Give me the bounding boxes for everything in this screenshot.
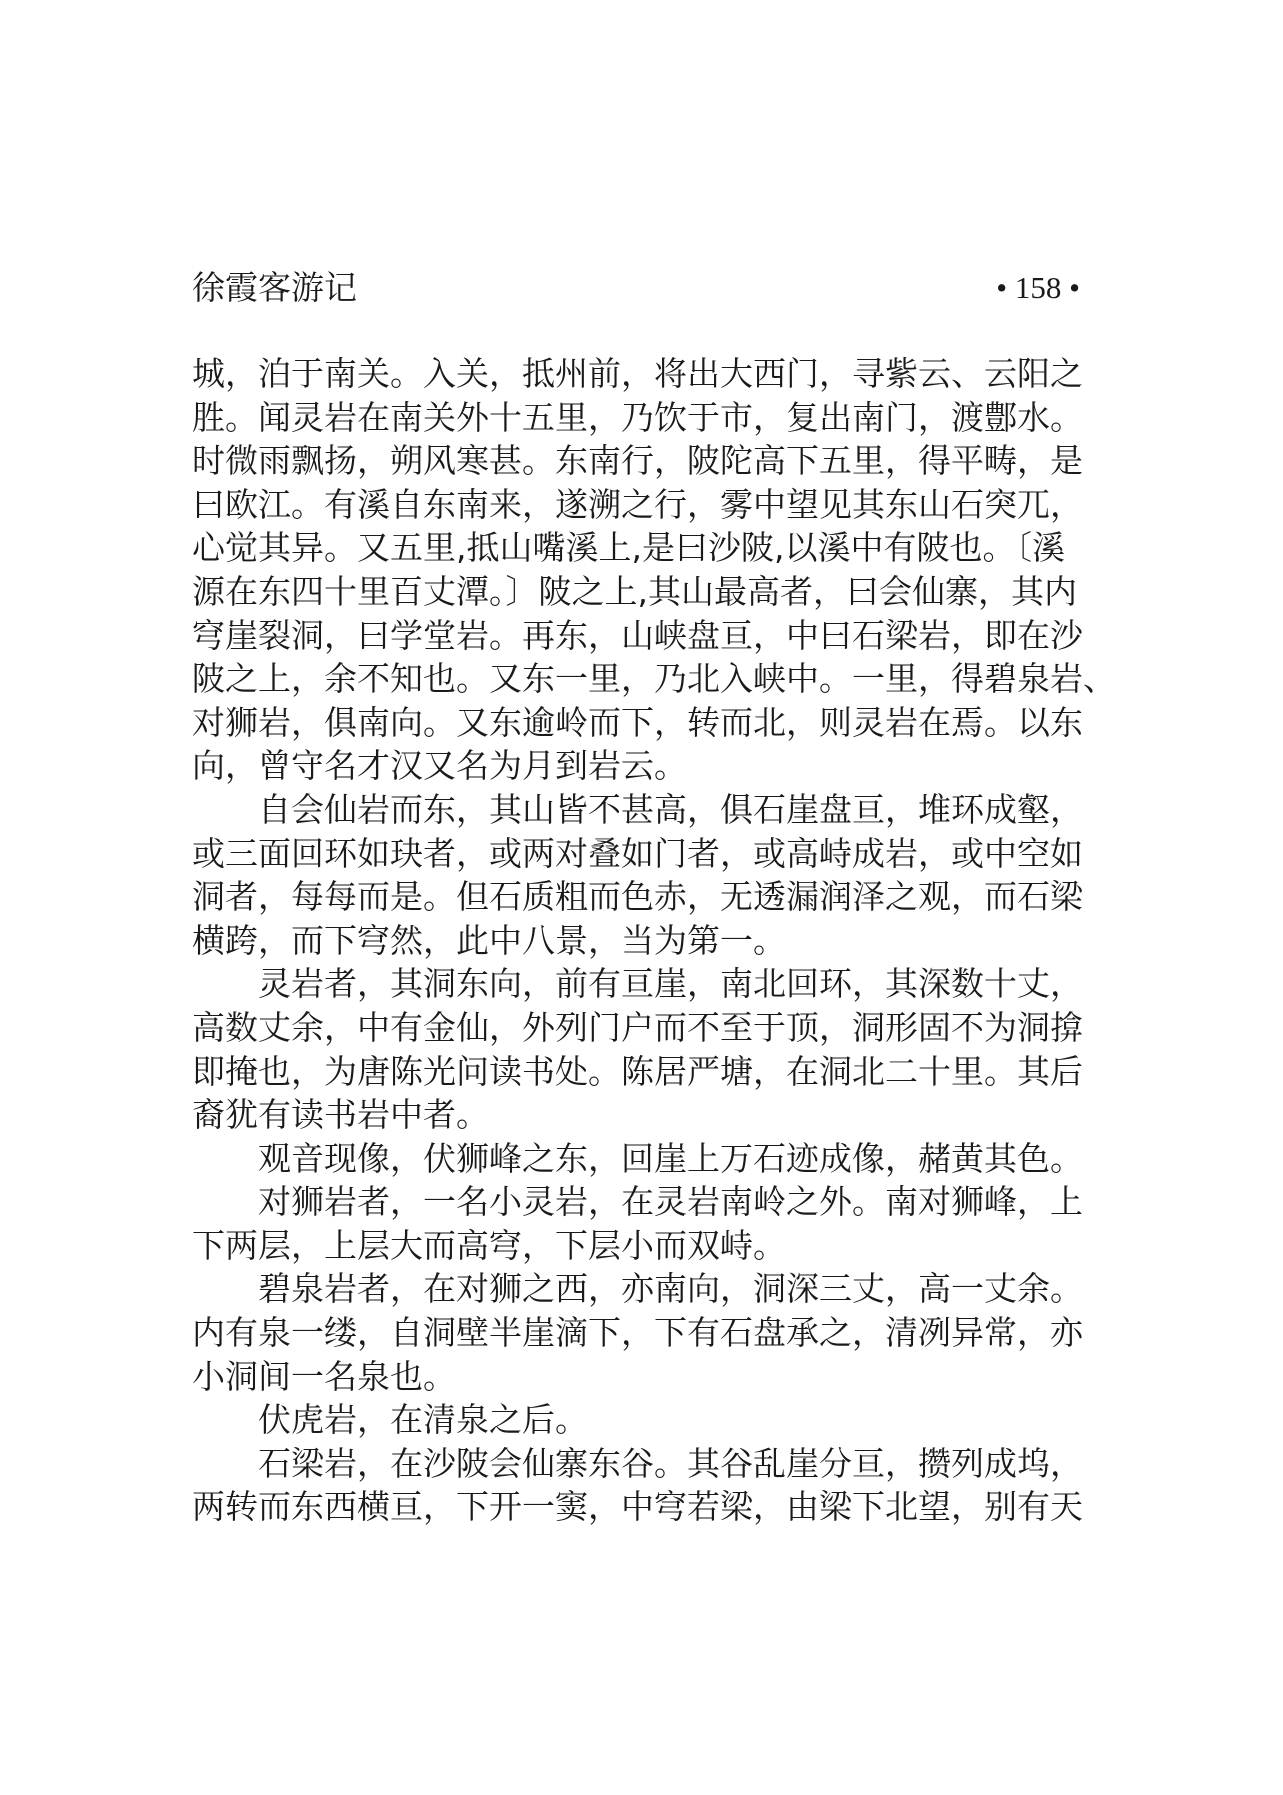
text-line: 高数丈余，中有金仙，外列门户而不至于顶，洞形固不为洞揜 bbox=[192, 1007, 1083, 1047]
running-header bbox=[192, 264, 1080, 312]
text-line: 对狮岩，俱南向。又东逾岭而下，转而北，则灵岩在焉。以东 bbox=[192, 702, 1083, 742]
text-line: 碧泉岩者，在对狮之西，亦南向，洞深三丈，高一丈余。 bbox=[258, 1269, 1083, 1309]
text-line: 时微雨飘扬，朔风寒甚。东南行，陂陀高下五里，得平畴，是 bbox=[192, 441, 1083, 481]
text-line: 或三面回环如玦者，或两对叠如门者，或高峙成岩，或中空如 bbox=[192, 833, 1083, 873]
text-line: 灵岩者，其洞东向，前有亘崖，南北回环，其深数十丈， bbox=[258, 964, 1083, 1004]
text-line: 内有泉一缕，自洞壁半崖滴下，下有石盘承之，清冽异常，亦 bbox=[192, 1313, 1083, 1353]
text-line: 横跨，而下穹然，此中八景，当为第一。 bbox=[192, 920, 786, 960]
text-line: 陂之上，余不知也。又东一里，乃北入峡中。一里，得碧泉岩、 bbox=[192, 659, 1116, 699]
text-line: 城，泊于南关。入关，抵州前，将出大西门，寻紫云、云阳之 bbox=[192, 354, 1083, 393]
text-line: 小洞间一名泉也。 bbox=[192, 1356, 456, 1396]
text-line: 石梁岩，在沙陂会仙寨东谷。其谷乱崖分亘，攒列成坞， bbox=[258, 1443, 1083, 1483]
text-line: 心觉其异。又五里,抵山嘴溪上,是曰沙陂,以溪中有陂也。〔溪 bbox=[192, 528, 1065, 568]
body-text bbox=[192, 352, 1116, 1529]
text-line: 对狮岩者，一名小灵岩，在灵岩南岭之外。南对狮峰，上 bbox=[258, 1182, 1083, 1222]
text-line: 伏虎岩，在清泉之后。 bbox=[258, 1400, 588, 1440]
page-number: • 158 • bbox=[996, 270, 1080, 305]
text-line: 向，曾守名才汉又名为月到岩云。 bbox=[192, 746, 687, 786]
text-line: 即掩也，为唐陈光问读书处。陈居严塘，在洞北二十里。其后 bbox=[192, 1051, 1083, 1091]
text-line: 裔犹有读书岩中者。 bbox=[192, 1095, 489, 1135]
book-title: 徐霞客游记 bbox=[192, 268, 357, 307]
text-line: 自会仙岩而东，其山皆不甚高，俱石崖盘亘，堆环成壑， bbox=[258, 789, 1083, 829]
text-line: 胜。闻灵岩在南关外十五里，乃饮于市，复出南门，渡鄷水。 bbox=[192, 397, 1083, 437]
text-line: 两转而东西横亘，下开一窦，中穹若梁，由梁下北望，别有天 bbox=[192, 1487, 1083, 1527]
text-line: 源在东四十里百丈潭。〕陂之上,其山最高者，曰会仙寨，其内 bbox=[192, 571, 1077, 611]
text-line: 穹崖裂洞，曰学堂岩。再东，山峡盘亘，中曰石梁岩，即在沙 bbox=[192, 615, 1083, 655]
text-line: 下两层，上层大而高穹，下层小而双峙。 bbox=[192, 1225, 786, 1265]
text-line: 洞者，每每而是。但石质粗而色赤，无透漏润泽之观，而石梁 bbox=[192, 877, 1083, 917]
text-line: 曰欧江。有溪自东南来，遂溯之行，雾中望见其东山石突兀， bbox=[192, 484, 1083, 524]
text-line: 观音现像，伏狮峰之东，回崖上万石迹成像，赭黄其色。 bbox=[258, 1138, 1083, 1178]
